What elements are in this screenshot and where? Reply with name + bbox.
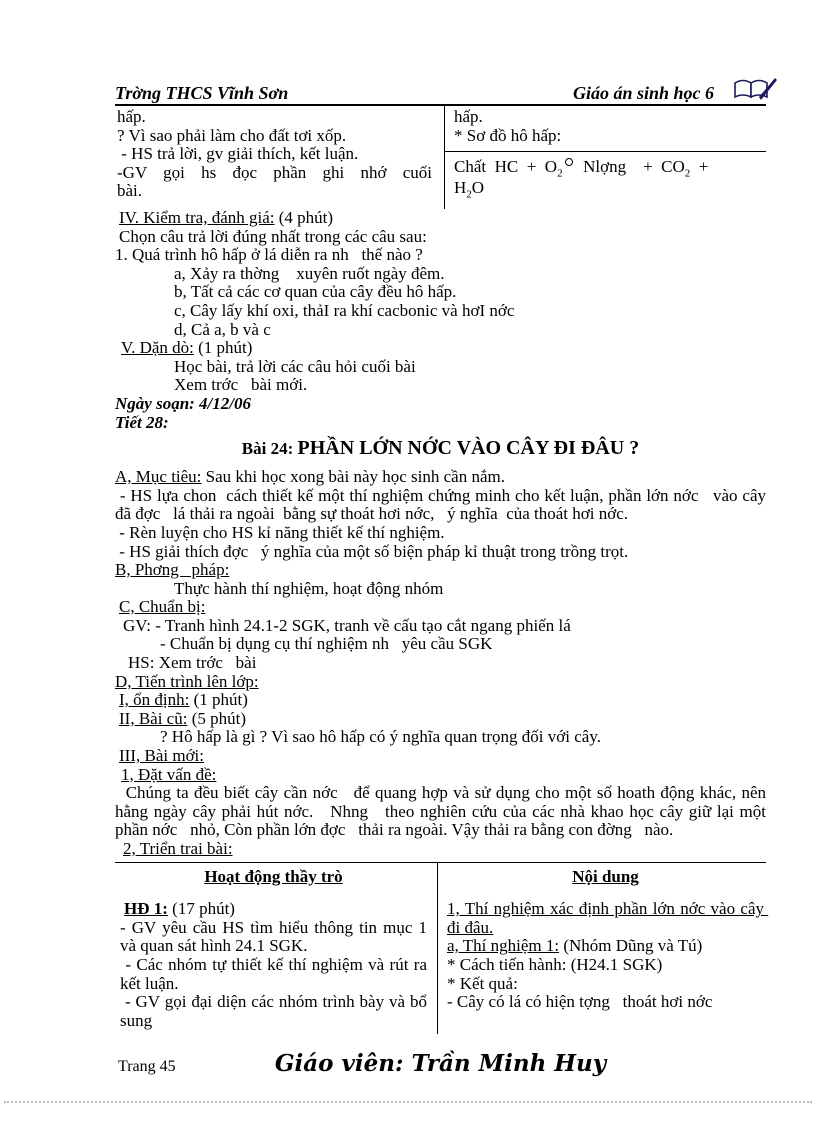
ngay-soan: Ngày soạn: 4/12/06	[115, 393, 251, 413]
activity-line-2: - Các nhóm tự thiết kế thí nghiệm và rút ra kết luận.	[120, 954, 432, 993]
activity-line-3: - GV gọi đại diện các nhóm trình bày và bổ sung	[120, 992, 432, 1030]
heading-dat-van-de: 1, Đặt vấn đề:	[121, 764, 217, 784]
lesson-number: Bài 24:	[241, 439, 298, 459]
circle-arrow-icon	[565, 158, 573, 166]
answer-c: c, Cây lấy khí oxi, thảI ra khí cacbonic và hơI nớc	[174, 300, 515, 320]
heading-bai-moi: III, Bài mới:	[119, 746, 204, 766]
activity-line-1: - GV yêu cầu HS tìm hiểu thông tin mục 1 và quan sát hình 24.1 SGK.	[120, 917, 432, 956]
t1-content-cell	[444, 106, 766, 209]
bai-cu-question: ? Hô hấp là gì ? Vì sao hô hấp có ý nghĩa quan trọng đối với cây.	[160, 727, 601, 747]
continuation-table	[115, 106, 766, 209]
heading-on-dinh: I, ổn định: (1 phút)	[119, 690, 248, 710]
dat-van-de-text: Chúng ta đều biết cây cần nớc để quang hợp và sử dụng cho một số hoath động khác, nên hằng ngày cây phải hút nớc. Nhng theo nghiên cứu của các nhà khao học cây giữ lại một phần nớc nhỏ, Còn phần lớn đợc thải ra ngoài. Vậy thải ra bằng con đờng nào.	[115, 783, 771, 840]
activity-column	[115, 863, 437, 1034]
page-number: Trang 45	[118, 1058, 176, 1075]
page-content	[115, 83, 771, 1034]
column-header-content: Nội dung	[572, 866, 639, 886]
page-footer	[115, 1050, 766, 1084]
answer-a: a, Xảy ra thờng xuyên ruốt ngày đêm.	[174, 263, 445, 283]
respiration-formula: Chất HC + $O_2$ Nlợng + $CO_2$ + $H_2O$	[454, 157, 709, 201]
heading-tien-trinh: D, Tiến trình lên lớp:	[115, 671, 259, 691]
lesson-title-text: PHẦN LỚN NỚC VÀO CÂY ĐI ĐÂU ?	[297, 437, 640, 460]
muc-tieu-line-2: - Rèn luyện cho HS kỉ năng thiết kế thí nghiệm.	[115, 522, 445, 542]
content-line-4: * Kết quả:	[447, 973, 518, 993]
question-1: 1. Quá trình hô hấp ở lá diễn ra nh thế nào ?	[115, 245, 423, 265]
t1-left-line-2: ? Vì sao phải làm cho đất tơi xốp.	[117, 125, 347, 145]
teacher-signature: Giáo viên: Trần Minh Huy	[274, 1050, 607, 1077]
cell-divider-line	[445, 151, 766, 152]
instruction-chon-cau: Chọn câu trả lời đúng nhất trong các câu sau:	[119, 226, 427, 246]
heading-dan-do: V. Dặn dò: (1 phút)	[121, 338, 253, 358]
phuong-phap-text: Thực hành thí nghiệm, hoạt động nhóm	[174, 578, 444, 598]
muc-tieu-line-3: - HS giải thích đợc ý nghĩa của một số biện pháp kỉ thuật trong trồng trọt.	[115, 541, 629, 561]
chuan-bi-gv: GV: - Tranh hình 24.1-2 SGK, tranh về cấu tạo cắt ngang phiến lá	[123, 615, 571, 635]
content-line-1: 1, Thí nghiệm xác định phần lớn nớc vào cây đi đâu.	[447, 899, 769, 937]
answer-b: b, Tất cả các cơ quan của cây đều hô hấp.	[174, 282, 457, 302]
heading-kiem-tra-danh-gia: IV. Kiểm tra, đánh giá: (4 phút)	[119, 208, 334, 227]
chuan-bi-hs: HS: Xem trớc bài	[128, 653, 257, 673]
t1-right-line-1: hấp.	[454, 107, 483, 126]
tiet-number: Tiết 28:	[115, 412, 169, 432]
column-header-activity: Hoạt động thầy trò	[204, 866, 343, 886]
heading-bai-cu: II, Bài cũ: (5 phút)	[119, 708, 246, 728]
content-line-2: a, Thí nghiệm 1: (Nhóm Dũng và Tú)	[447, 936, 703, 956]
chuan-bi-gv-2: - Chuẩn bị dụng cụ thí nghiệm nh yêu cầu SGK	[160, 634, 493, 654]
heading-chuan-bi: C, Chuẩn bị:	[119, 597, 206, 617]
document-title: Giáo án sinh học 6	[572, 83, 714, 104]
answer-d: d, Cả a, b và c	[174, 319, 271, 339]
lesson-title	[115, 435, 766, 462]
content-column	[437, 863, 769, 1034]
heading-phuong-phap: B, Phơng pháp:	[115, 560, 230, 580]
open-book-pen-icon	[732, 76, 780, 107]
page-header	[115, 84, 766, 106]
activity-table	[115, 862, 769, 1034]
heading-muc-tieu: A, Mục tiêu: Sau khi học xong bài này học sinh cần nắm.	[115, 467, 505, 487]
t1-left-line-3: - HS trả lời, gv giải thích, kết luận.	[117, 144, 359, 164]
t1-left-line-4: -GV gọi hs đọc phần ghi nhớ cuối	[117, 162, 432, 182]
t1-left-line-5: bài.	[117, 181, 143, 201]
hd1-heading: HĐ 1: (17 phút)	[124, 899, 235, 919]
muc-tieu-line-1: - HS lựa chon cách thiết kế một thí nghiệm chứng minh cho kết luận, phần lớn nớc vào cây đã đợc lá thải ra ngoài bằng sự thoát hơi nớc, ý nghĩa của thoát hơi nớc.	[115, 485, 771, 524]
t1-right-line-2: * Sơ đồ hô hấp:	[454, 125, 562, 145]
content-line-3: * Cách tiến hành: (H24.1 SGK)	[447, 954, 663, 974]
dan-do-line-2: Xem trớc bài mới.	[174, 375, 308, 395]
page-edge-dots	[4, 1101, 812, 1103]
header-right	[573, 72, 766, 103]
t1-left-line-1: hấp.	[117, 107, 146, 126]
content-line-5: - Cây có lá có hiện tợng thoát hơi nớc	[447, 992, 713, 1012]
heading-trien-trai-bai: 2, Triển trai bài:	[123, 839, 233, 858]
t1-activity-cell	[115, 106, 444, 209]
dan-do-line-1: Học bài, trả lời các câu hỏi cuối bài	[174, 356, 416, 376]
school-name: Trờng THCS Vĩnh Sơn	[115, 83, 289, 104]
